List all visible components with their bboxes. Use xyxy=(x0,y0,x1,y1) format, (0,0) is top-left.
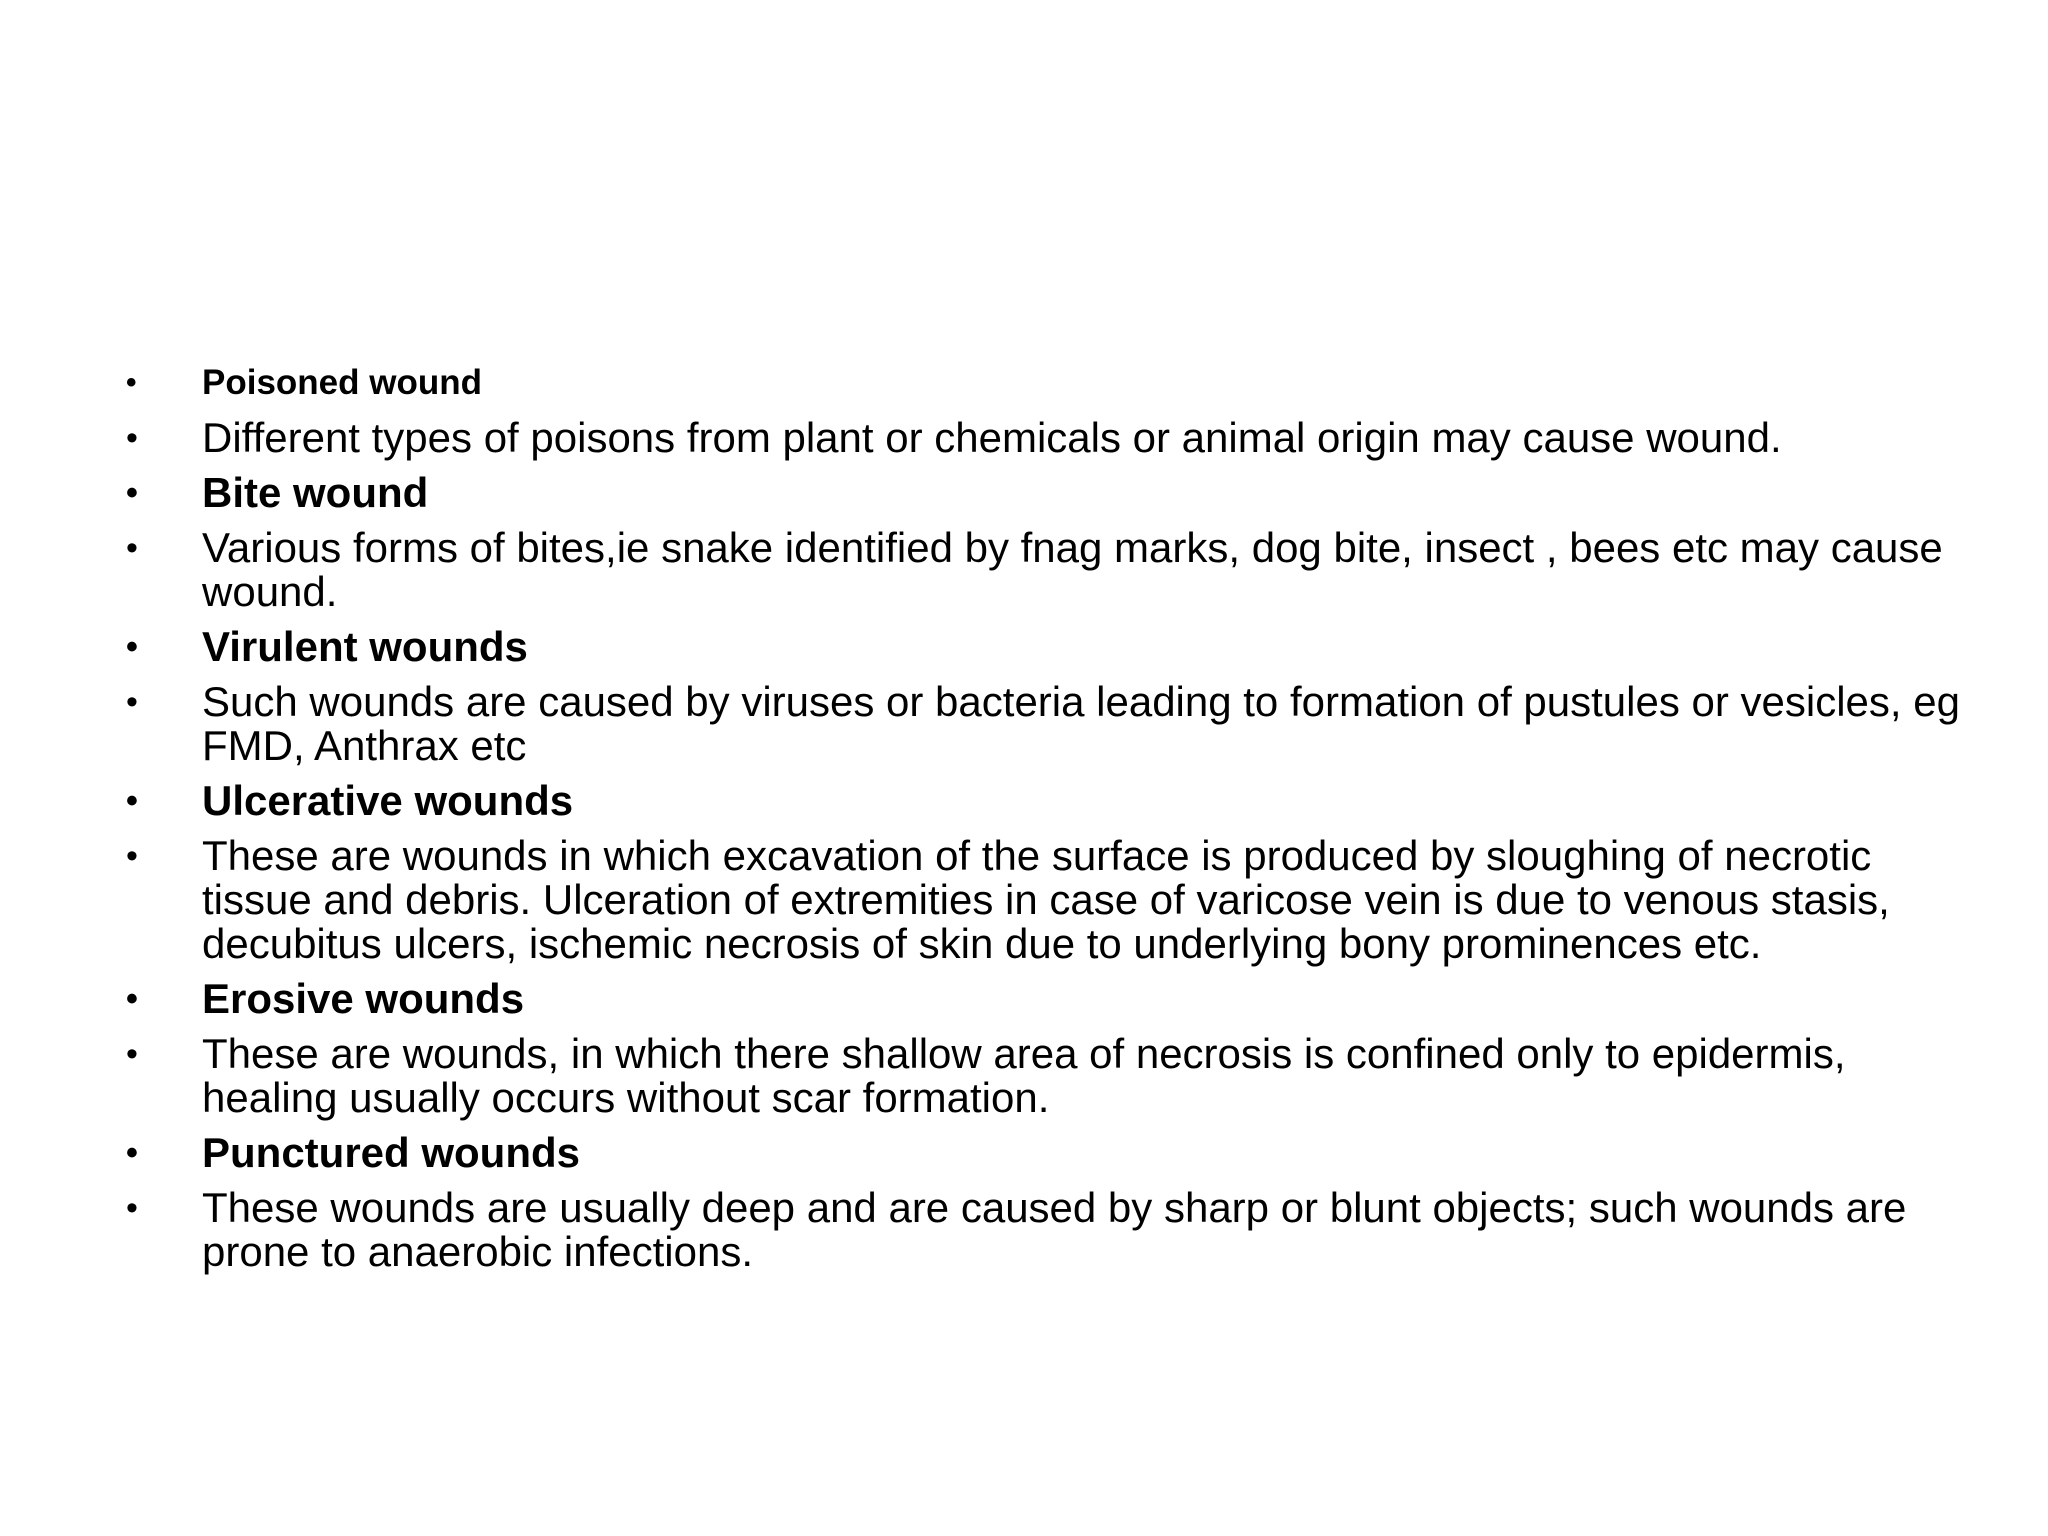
heading-punctured-wounds xyxy=(120,1131,1960,1175)
item-text: These are wounds in which excavation of the surface is produced by sloughing of necrotic tissue and debris. Ulceration of extremities in case of varicose vein is due to venous stasis, decubitus ulcers, ischemic necrosis of skin due to underlying bony prominences etc. xyxy=(202,832,1890,967)
item-text: These are wounds, in which there shallow area of necrosis is confined only to epidermis, healing usually occurs without scar formation. xyxy=(202,1030,1846,1121)
bullet-icon: • xyxy=(126,1189,138,1227)
item-text: Bite wound xyxy=(202,469,429,516)
description-virulent-wounds xyxy=(120,680,1960,768)
description-ulcerative-wounds xyxy=(120,834,1960,966)
item-text: Virulent wounds xyxy=(202,623,528,670)
bullet-icon: • xyxy=(126,1134,138,1172)
bullet-list xyxy=(120,364,1960,1274)
description-bite-wound xyxy=(120,526,1960,614)
heading-virulent-wounds xyxy=(120,625,1960,669)
bullet-icon: • xyxy=(126,529,138,567)
item-text: These wounds are usually deep and are caused by sharp or blunt objects; such wounds are prone to anaerobic infections. xyxy=(202,1184,1907,1275)
description-punctured-wounds xyxy=(120,1186,1960,1274)
bullet-icon: • xyxy=(126,628,138,666)
heading-ulcerative-wounds xyxy=(120,779,1960,823)
bullet-icon: • xyxy=(126,980,138,1018)
description-poisoned-wound xyxy=(120,416,1960,460)
item-text: Erosive wounds xyxy=(202,975,525,1022)
description-erosive-wounds xyxy=(120,1032,1960,1120)
heading-poisoned-wound xyxy=(120,364,1960,402)
item-text: Such wounds are caused by viruses or bacteria leading to formation of pustules or vesicles, eg FMD, Anthrax etc xyxy=(202,678,1960,769)
item-text: Ulcerative wounds xyxy=(202,777,574,824)
item-text: Punctured wounds xyxy=(202,1129,580,1176)
bullet-icon: • xyxy=(126,683,138,721)
bullet-icon: • xyxy=(126,1035,138,1073)
bullet-icon: • xyxy=(126,366,137,399)
bullet-icon: • xyxy=(126,419,138,457)
bullet-icon: • xyxy=(126,837,138,875)
slide-content xyxy=(120,364,1960,1285)
item-text: Poisoned wound xyxy=(202,363,482,402)
heading-erosive-wounds xyxy=(120,977,1960,1021)
heading-bite-wound xyxy=(120,471,1960,515)
bullet-icon: • xyxy=(126,782,138,820)
bullet-icon: • xyxy=(126,474,138,512)
item-text: Various forms of bites,ie snake identified by fnag marks, dog bite, insect , bees etc may cause wound. xyxy=(202,524,1943,615)
item-text: Different types of poisons from plant or chemicals or animal origin may cause wound. xyxy=(202,414,1782,461)
